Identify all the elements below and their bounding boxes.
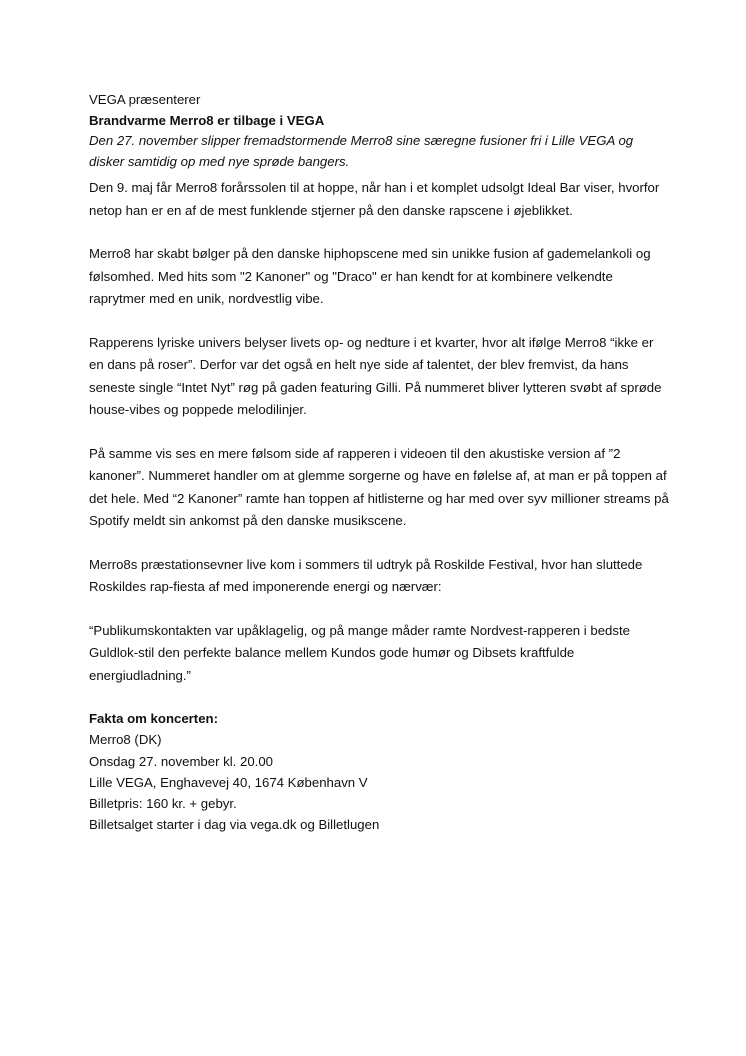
quote-paragraph: “Publikumskontakten var upåklagelig, og på mange måder ramte Nordvest-rapperen i bedste Guldlok-stil den perfekte balance mellem Kundos gode humør og Dibsets kraftfulde energiudladning.” [89,622,630,683]
concert-facts [89,708,669,836]
facts-artist: Merro8 (DK) [89,732,162,748]
facts-price: Billetpris: 160 kr. + gebyr. [89,796,237,812]
lead-paragraph: Den 27. november slipper fremadstormende Merro8 sine særegne fusioner fri i Lille VEGA og disker samtidig op med nye sprøde bangers. [89,133,634,169]
press-release [89,90,669,836]
headline: Brandvarme Merro8 er tilbage i VEGA [89,112,325,128]
body-paragraph-3: Rapperens lyriske univers belyser livets op- og nedture i et kvarter, hvor alt ifølge Merro8 “ikke er en dans på roser”. Derfor var det også en helt nye side af talentet, der blev fremvist, da hans seneste single “Intet Nyt” røg på gaden featuring Gilli. På nummeret bliver lytteren svøbt af sprøde house-vibes og poppede melodilinjer. [89,334,662,417]
facts-venue: Lille VEGA, Enghavevej 40, 1674 København V [89,774,368,790]
facts-date: Onsdag 27. november kl. 20.00 [89,753,274,769]
body-paragraph-5: Merro8s præstationsevner live kom i sommers til udtryk på Roskilde Festival, hvor han sluttede Roskildes rap-fiesta af med imponerende energi og nærvær: [89,556,643,594]
facts-ticket-sales: Billetsalget starter i dag via vega.dk og Billetlugen [89,817,380,833]
body-paragraph-1: Den 9. maj får Merro8 forårssolen til at hoppe, når han i et komplet udsolgt Ideal Bar viser, hvorfor netop han er en af de mest funklende stjerner på den danske rapscene i øjeblikket. [89,180,660,218]
body-paragraph-4: På samme vis ses en mere følsom side af rapperen i videoen til den akustiske version af ”2 kanoner”. Nummeret handler om at glemme sorgerne og have en følelse af, at man er på toppen af det hele. Med “2 Kanoner” ramte han toppen af hitlisterne og har med over syv millioner streams på Spotify meldt sin ankomst på den danske musikscene. [89,445,669,528]
body-paragraph-2: Merro8 har skabt bølger på den danske hiphopscene med sin unikke fusion af gademelankoli og følsomhed. Med hits som "2 Kanoner" og "Draco" er han kendt for at kombinere velkendte raprytmer med en unik, nordvestlig vibe. [89,246,651,306]
presenter-line: VEGA præsenterer [89,92,201,107]
facts-heading: Fakta om koncerten: [89,711,218,726]
